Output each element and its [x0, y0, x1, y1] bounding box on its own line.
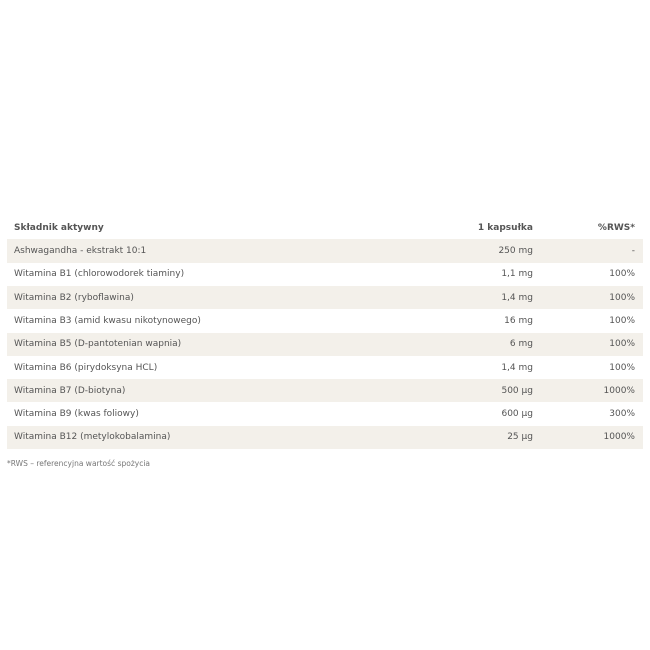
table-row: [7, 333, 643, 356]
quantity-cell: 500 µg: [501, 385, 533, 396]
quantity-cell: 16 mg: [504, 315, 533, 326]
quantity-cell: 1,4 mg: [501, 292, 533, 303]
quantity-cell: 1,4 mg: [501, 362, 533, 373]
ingredient-cell: Witamina B9 (kwas foliowy): [14, 409, 139, 420]
header-ingredient: Składnik aktywny: [14, 222, 104, 233]
table-row: [7, 426, 643, 449]
rws-cell: 100%: [609, 269, 635, 280]
table-row: [7, 263, 643, 286]
table-row: [7, 286, 643, 309]
quantity-cell: 250 mg: [498, 246, 533, 257]
ingredient-cell: Witamina B7 (D-biotyna): [14, 385, 126, 396]
quantity-cell: 1,1 mg: [501, 269, 533, 280]
rws-cell: 100%: [609, 292, 635, 303]
quantity-cell: 6 mg: [509, 339, 533, 350]
ingredient-cell: Witamina B3 (amid kwasu nikotynowego): [14, 315, 201, 326]
table-row: [7, 379, 643, 402]
table-row: [7, 309, 643, 332]
rws-cell: 1000%: [603, 432, 635, 443]
rws-cell: 300%: [609, 409, 635, 420]
quantity-cell: 25 µg: [507, 432, 533, 443]
footnote: *RWS – referencyjna wartość spożycia: [7, 459, 150, 468]
table-row: [7, 356, 643, 379]
rws-cell: 100%: [609, 362, 635, 373]
ingredient-cell: Witamina B6 (pirydoksyna HCL): [14, 362, 158, 373]
rws-cell: -: [631, 246, 635, 257]
rws-cell: 100%: [609, 315, 635, 326]
ingredient-cell: Ashwagandha - ekstrakt 10:1: [14, 246, 147, 257]
table-header-row: [7, 216, 643, 239]
rws-cell: 1000%: [603, 385, 635, 396]
ingredient-cell: Witamina B2 (ryboflawina): [14, 292, 134, 303]
quantity-cell: 600 µg: [501, 409, 533, 420]
ingredient-cell: Witamina B5 (D-pantotenian wapnia): [14, 339, 182, 350]
ingredient-cell: Witamina B1 (chlorowodorek tiaminy): [14, 269, 185, 280]
header-rws: %RWS*: [597, 222, 635, 233]
ingredient-cell: Witamina B12 (metylokobalamina): [14, 432, 171, 443]
table-row: [7, 402, 643, 425]
table-row: [7, 239, 643, 262]
rws-cell: 100%: [609, 339, 635, 350]
nutrition-table: [7, 216, 643, 449]
header-per-capsule: 1 kapsułka: [477, 222, 533, 233]
